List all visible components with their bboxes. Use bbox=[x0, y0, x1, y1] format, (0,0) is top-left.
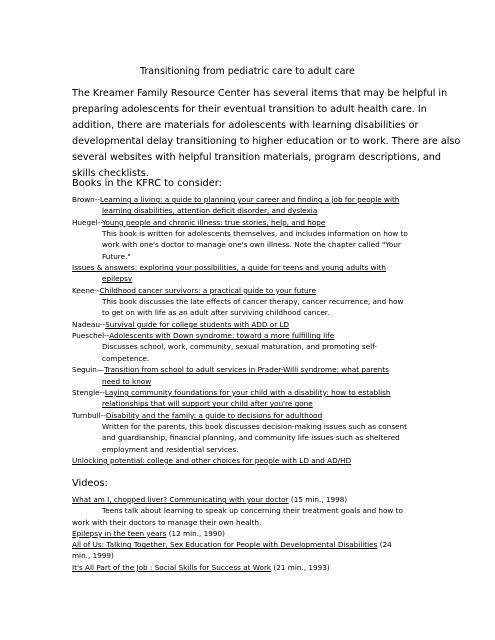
book-title: Transition from school to adult services in Prader-Willi syndrome: what parents bbox=[104, 365, 389, 375]
video-title: It's All Part of the Job : Social Skills for Success at Work bbox=[72, 562, 272, 572]
book-entry bbox=[72, 217, 467, 262]
book-title-cont: epilepsy bbox=[102, 274, 133, 284]
book-title: Learning a living: a guide to planning your career and finding a job for people with bbox=[100, 195, 400, 204]
book-title: Laying community foundations for your child with a disability: how to establish bbox=[104, 387, 391, 397]
videos-heading: Videos: bbox=[72, 478, 108, 489]
book-description: employment and residential services. bbox=[102, 444, 239, 454]
video-entry bbox=[72, 494, 467, 528]
book-entry bbox=[72, 387, 467, 410]
book-description: This book is written for adolescents themselves, and includes information on how to bbox=[102, 229, 408, 239]
book-entry bbox=[72, 319, 467, 330]
intro-paragraph: The Kreamer Family Resource Center has several items that may be helpful in preparing adolescents for their eventual transition to adult health care. In addition, there are materials for adolescents with learning disabilities or developmental delay transitioning to higher education or to work. There are also several websites with helpful transition materials, program descriptions, and skills checklists. bbox=[72, 88, 461, 180]
book-title-cont: learning disabilities, attention deficit disorder, and dyslexia bbox=[102, 206, 318, 216]
book-description: and guardianship, financial planning, and community life issues such as sheltered bbox=[102, 433, 400, 443]
book-author: Nadeau-- bbox=[72, 319, 106, 329]
book-description: competence. bbox=[102, 353, 150, 363]
book-entry bbox=[72, 285, 467, 319]
document-title: Transitioning from pediatric care to adult care bbox=[140, 66, 355, 77]
book-title-cont: relationships that will support your child after you're gone bbox=[102, 399, 313, 409]
book-entry bbox=[72, 410, 467, 455]
book-description: Written for the parents, this book discusses decision-making issues such as consent bbox=[102, 421, 407, 431]
book-title: Childhood cancer survivors: a practical guide to your future bbox=[99, 285, 316, 295]
book-author: Brown-- bbox=[72, 195, 100, 204]
book-author: Keene-- bbox=[72, 285, 100, 295]
book-title: Unlocking potential: college and other choices for people with LD and AD/HD bbox=[72, 455, 352, 465]
books-list bbox=[72, 194, 467, 466]
video-entry bbox=[72, 539, 467, 562]
book-title: Issues & answers: exploring your possibilities, a guide for teens and young adults with bbox=[72, 263, 386, 273]
video-entry bbox=[72, 562, 467, 573]
book-description: This book discusses the late effects of cancer therapy, cancer recurrence, and how bbox=[102, 297, 404, 307]
book-title: Adolescents with Down syndrome: toward a more fulfilling life bbox=[109, 331, 335, 341]
book-description: work with one's doctor to manage one's own illness. Note the chapter called "Your bbox=[102, 240, 401, 250]
book-entry bbox=[72, 455, 467, 466]
book-author: Stengle-- bbox=[72, 387, 105, 397]
book-description: Future." bbox=[102, 251, 131, 261]
book-title: Disability and the family: a guide to decisions for adulthood bbox=[105, 410, 323, 420]
video-title: Epilepsy in the teen years bbox=[72, 528, 167, 538]
video-description: Teens talk about learning to speak up concerning their treatment goals and how to bbox=[102, 506, 403, 516]
book-title: Young people and chronic illness: true stories, help, and hope bbox=[101, 217, 326, 227]
book-author: Seguin— bbox=[72, 365, 105, 375]
book-entry bbox=[72, 262, 467, 285]
book-author: Turnbull-- bbox=[72, 410, 106, 420]
video-entry bbox=[72, 528, 467, 539]
video-title: All of Us: Talking Together, Sex Education for People with Developmental Disabilities bbox=[72, 540, 378, 550]
video-description: work with their doctors to manage their own health. bbox=[72, 517, 262, 527]
book-entry bbox=[72, 330, 467, 364]
book-entry bbox=[72, 364, 467, 387]
video-meta-cont: min., 1999) bbox=[72, 551, 114, 561]
video-meta: (21 min., 1993) bbox=[271, 562, 330, 572]
video-meta: (24 bbox=[377, 540, 392, 550]
videos-list bbox=[72, 494, 467, 573]
book-entry bbox=[72, 194, 467, 217]
book-title: Survival guide for college students with ADD or LD bbox=[105, 319, 290, 329]
book-description: Discusses school, work, community, sexual maturation, and promoting self- bbox=[102, 342, 377, 352]
video-meta: (15 min., 1998) bbox=[288, 495, 348, 504]
book-description: to get on with life as an adult after surviving childhood cancer. bbox=[102, 308, 330, 318]
video-title: What am I, chopped liver? Communicating with your doctor bbox=[72, 495, 289, 504]
video-meta: (12 min., 1990) bbox=[166, 528, 225, 538]
book-title-cont: need to know bbox=[102, 376, 152, 386]
book-author: Huegel-- bbox=[72, 217, 102, 227]
book-author: Pueschel-- bbox=[72, 331, 110, 341]
books-heading: Books in the KFRC to consider: bbox=[72, 178, 222, 189]
